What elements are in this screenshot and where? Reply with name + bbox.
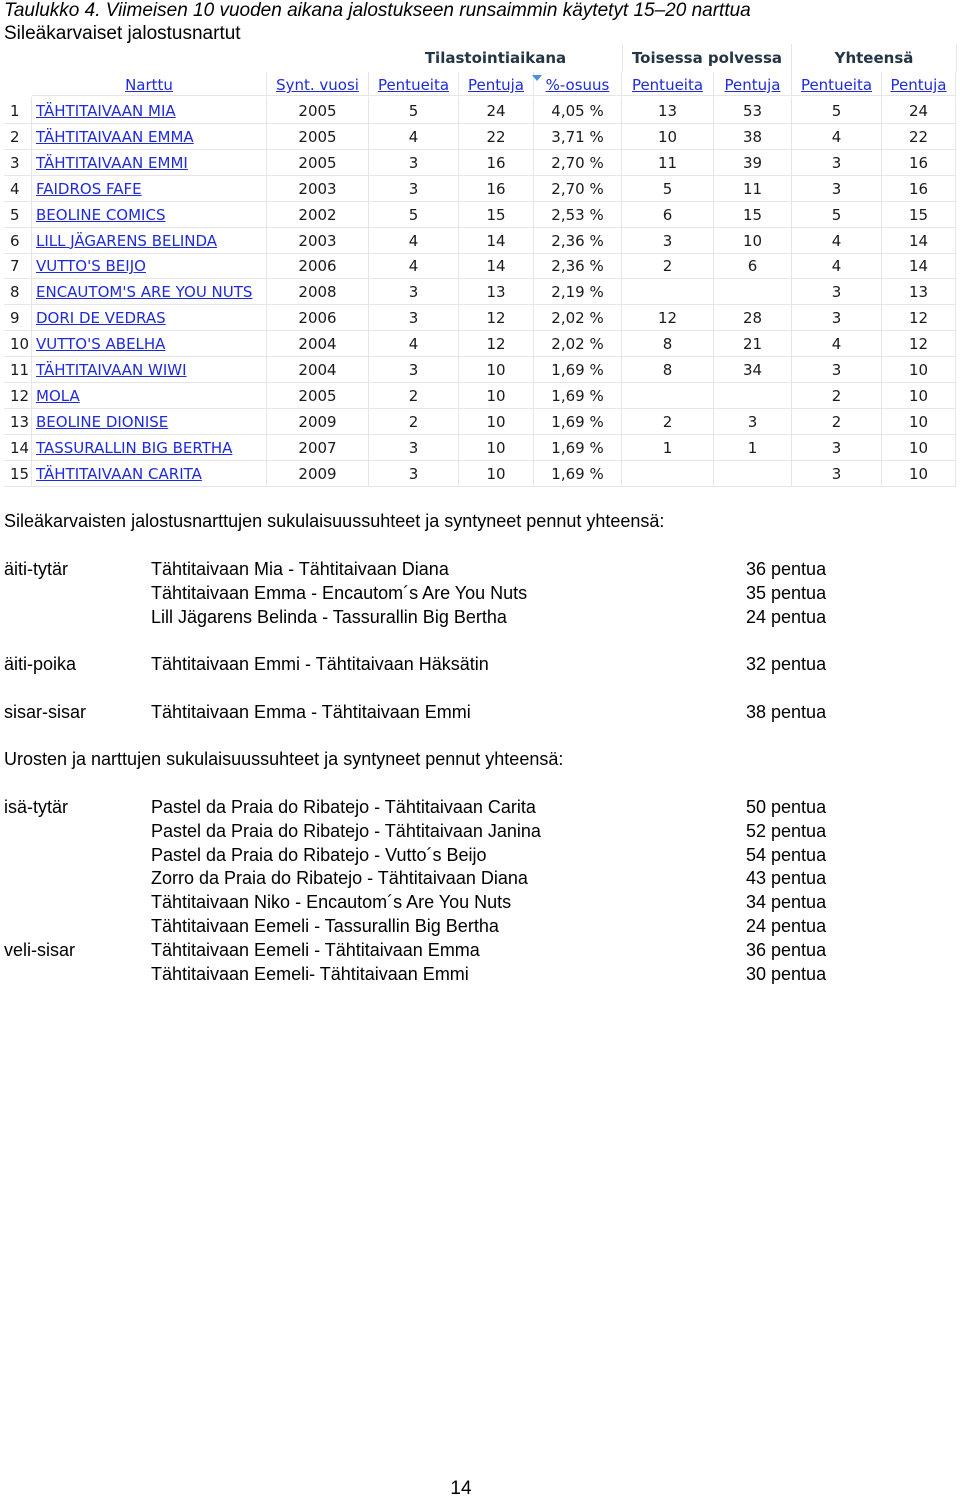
litters: 3 xyxy=(369,356,459,382)
dog-name-link[interactable]: TÄHTITAIVAAN MIA xyxy=(32,97,267,123)
puppies: 10 xyxy=(459,356,534,382)
birth-year: 2006 xyxy=(267,252,369,278)
percentage: 1,69 % xyxy=(534,382,622,408)
litters-total: 2 xyxy=(792,408,882,434)
row-number: 11 xyxy=(4,356,32,382)
puppies-second-gen: 53 xyxy=(714,97,792,123)
puppies-second-gen xyxy=(714,278,792,304)
litters-second-gen: 2 xyxy=(622,252,714,278)
column-header-narttu[interactable]: Narttu xyxy=(32,72,267,96)
dog-name-link[interactable]: LILL JÄGARENS BELINDA xyxy=(32,227,267,253)
relation-pair: Tähtitaivaan Mia - Tähtitaivaan Diana xyxy=(151,559,449,579)
puppies: 15 xyxy=(459,201,534,227)
relation-pair: Tähtitaivaan Emmi - Tähtitaivaan Häksätin xyxy=(151,654,489,674)
litters: 3 xyxy=(369,278,459,304)
table-row xyxy=(4,97,956,124)
column-header-pentuja-2[interactable]: Pentuja xyxy=(714,72,792,96)
row-number: 4 xyxy=(4,175,32,201)
percentage: 2,02 % xyxy=(534,330,622,356)
puppies-second-gen: 10 xyxy=(714,227,792,253)
table-row xyxy=(4,201,956,228)
relation-pair: Tähtitaivaan Emma - Encautom´s Are You Nuts xyxy=(151,583,528,603)
litters-second-gen: 12 xyxy=(622,304,714,330)
litters: 4 xyxy=(369,123,459,149)
puppies-second-gen: 1 xyxy=(714,434,792,460)
puppies-second-gen: 21 xyxy=(714,330,792,356)
puppies-total: 12 xyxy=(882,330,956,356)
percentage: 3,71 % xyxy=(534,123,622,149)
relation-pair: Pastel da Praia do Ribatejo - Tähtitaivaan Janina xyxy=(151,820,541,841)
row-number: 13 xyxy=(4,408,32,434)
column-header-pentuja-3[interactable]: Pentuja xyxy=(882,72,956,96)
birth-year: 2005 xyxy=(267,97,369,123)
column-header-osuus[interactable]: %-osuus xyxy=(534,72,622,96)
relation-pair: Tähtitaivaan Niko - Encautom´s Are You Nuts xyxy=(151,892,512,913)
birth-year: 2004 xyxy=(267,330,369,356)
column-header-pentuja[interactable]: Pentuja xyxy=(459,72,534,96)
litters: 2 xyxy=(369,408,459,434)
puppies-second-gen: 34 xyxy=(714,356,792,382)
birth-year: 2009 xyxy=(267,408,369,434)
column-header-pentueita-3[interactable]: Pentueita xyxy=(792,72,882,96)
table-row xyxy=(4,123,956,150)
percentage: 2,53 % xyxy=(534,201,622,227)
relation-label: veli-sisar xyxy=(4,940,76,960)
litters: 3 xyxy=(369,460,459,486)
puppies-second-gen xyxy=(714,460,792,486)
puppies-second-gen: 28 xyxy=(714,304,792,330)
relation-count: 36 pentua xyxy=(746,939,827,960)
puppies: 12 xyxy=(459,330,534,356)
column-header-pentueita[interactable]: Pentueita xyxy=(369,72,459,96)
litters-second-gen: 3 xyxy=(622,227,714,253)
row-number: 8 xyxy=(4,278,32,304)
row-number: 14 xyxy=(4,434,32,460)
litters-total: 3 xyxy=(792,278,882,304)
dog-name-link[interactable]: BEOLINE DIONISE xyxy=(32,408,267,434)
puppies: 10 xyxy=(459,434,534,460)
page-subtitle: Sileäkarvaiset jalostusnartut xyxy=(4,23,241,44)
puppies-total: 12 xyxy=(882,304,956,330)
relation-count: 32 pentua xyxy=(746,654,827,674)
table-row xyxy=(4,408,956,435)
table-row xyxy=(4,175,956,202)
percentage: 1,69 % xyxy=(534,460,622,486)
relation-count: 54 pentua xyxy=(746,844,827,865)
dog-name-link[interactable]: VUTTO'S ABELHA xyxy=(32,330,267,356)
table-row xyxy=(4,356,956,383)
litters-total: 5 xyxy=(792,97,882,123)
row-number: 3 xyxy=(4,149,32,175)
dog-name-link[interactable]: MOLA xyxy=(32,382,267,408)
relation-pair: Tähtitaivaan Emma - Tähtitaivaan Emmi xyxy=(151,702,471,722)
birth-year: 2005 xyxy=(267,123,369,149)
litters-total: 3 xyxy=(792,175,882,201)
puppies: 10 xyxy=(459,408,534,434)
litters: 3 xyxy=(369,434,459,460)
puppies: 22 xyxy=(459,123,534,149)
relation-pair: Zorro da Praia do Ribatejo - Tähtitaivaan Diana xyxy=(151,868,528,889)
litters: 5 xyxy=(369,97,459,123)
puppies: 12 xyxy=(459,304,534,330)
percentage: 4,05 % xyxy=(534,97,622,123)
relation-count: 50 pentua xyxy=(746,797,827,817)
dog-name-link[interactable]: TÄHTITAIVAAN CARITA xyxy=(32,460,267,486)
percentage: 1,69 % xyxy=(534,356,622,382)
litters: 3 xyxy=(369,175,459,201)
birth-year: 2005 xyxy=(267,149,369,175)
table-row xyxy=(4,278,956,305)
row-number: 1 xyxy=(4,97,32,123)
litters-second-gen: 8 xyxy=(622,356,714,382)
puppies: 10 xyxy=(459,460,534,486)
relation-count: 43 pentua xyxy=(746,868,827,889)
puppies-total: 14 xyxy=(882,252,956,278)
puppies-second-gen: 15 xyxy=(714,201,792,227)
puppies-second-gen: 6 xyxy=(714,252,792,278)
birth-year: 2003 xyxy=(267,227,369,253)
percentage: 2,02 % xyxy=(534,304,622,330)
puppies: 14 xyxy=(459,252,534,278)
table-row xyxy=(4,434,956,461)
relation-pair: Pastel da Praia do Ribatejo - Tähtitaivaan Carita xyxy=(151,797,536,817)
litters-total: 4 xyxy=(792,227,882,253)
relation-pair: Tähtitaivaan Eemeli - Tassurallin Big Bertha xyxy=(151,916,499,936)
litters: 4 xyxy=(369,227,459,253)
litters-second-gen: 1 xyxy=(622,434,714,460)
litters-total: 3 xyxy=(792,460,882,486)
litters-total: 3 xyxy=(792,149,882,175)
litters: 5 xyxy=(369,201,459,227)
relation-count: 38 pentua xyxy=(746,702,827,722)
dog-name-link[interactable]: DORI DE VEDRAS xyxy=(32,304,267,330)
puppies: 16 xyxy=(459,175,534,201)
row-number: 2 xyxy=(4,123,32,149)
litters-total: 2 xyxy=(792,382,882,408)
birth-year: 2007 xyxy=(267,434,369,460)
litters-second-gen: 10 xyxy=(622,123,714,149)
table-row xyxy=(4,252,956,279)
relation-count: 34 pentua xyxy=(746,892,827,913)
table-row xyxy=(4,304,956,331)
litters-second-gen: 8 xyxy=(622,330,714,356)
puppies: 16 xyxy=(459,149,534,175)
section-heading-male-female: Urosten ja narttujen sukulaisuussuhteet ja syntyneet pennut yhteensä: xyxy=(4,749,564,769)
dog-name-link[interactable]: ENCAUTOM'S ARE YOU NUTS xyxy=(32,278,267,304)
litters-second-gen: 2 xyxy=(622,408,714,434)
percentage: 2,36 % xyxy=(534,227,622,253)
relation-count: 35 pentua xyxy=(746,583,827,603)
group-header-stat-period: Tilastointiaikana xyxy=(369,44,623,72)
puppies-second-gen: 38 xyxy=(714,123,792,149)
row-number: 9 xyxy=(4,304,32,330)
dog-name-link[interactable]: VUTTO'S BEIJO xyxy=(32,252,267,278)
row-number: 15 xyxy=(4,460,32,486)
relation-label: sisar-sisar xyxy=(4,702,87,722)
puppies-second-gen: 11 xyxy=(714,175,792,201)
puppies-total: 16 xyxy=(882,175,956,201)
breeding-table xyxy=(4,44,956,486)
column-header-pentueita-2[interactable]: Pentueita xyxy=(622,72,714,96)
puppies-total: 14 xyxy=(882,227,956,253)
puppies: 10 xyxy=(459,382,534,408)
relation-count: 52 pentua xyxy=(746,820,827,841)
relation-count: 30 pentua xyxy=(746,963,827,984)
relation-pair: Tähtitaivaan Eemeli- Tähtitaivaan Emmi xyxy=(151,963,469,984)
row-number: 12 xyxy=(4,382,32,408)
puppies: 13 xyxy=(459,278,534,304)
litters-total: 5 xyxy=(792,201,882,227)
birth-year: 2004 xyxy=(267,356,369,382)
puppies-total: 24 xyxy=(882,97,956,123)
sort-indicator-icon xyxy=(532,75,542,81)
relation-count: 36 pentua xyxy=(746,559,827,579)
litters-total: 3 xyxy=(792,304,882,330)
dog-name-link[interactable]: TÄHTITAIVAAN EMMA xyxy=(32,123,267,149)
litters-total: 3 xyxy=(792,356,882,382)
page-number: 14 xyxy=(450,1478,472,1499)
relation-pair: Tähtitaivaan Eemeli - Tähtitaivaan Emma xyxy=(151,939,480,960)
birth-year: 2002 xyxy=(267,201,369,227)
litters-second-gen: 11 xyxy=(622,149,714,175)
percentage: 2,19 % xyxy=(534,278,622,304)
percentage: 1,69 % xyxy=(534,434,622,460)
table-row xyxy=(4,382,956,409)
table-row xyxy=(4,149,956,176)
relation-label: isä-tytär xyxy=(4,797,69,817)
litters-second-gen xyxy=(622,460,714,486)
relation-count: 24 pentua xyxy=(746,916,827,936)
litters-total: 3 xyxy=(792,434,882,460)
row-number: 5 xyxy=(4,201,32,227)
birth-year: 2003 xyxy=(267,175,369,201)
puppies-total: 10 xyxy=(882,434,956,460)
puppies-total: 22 xyxy=(882,123,956,149)
litters-total: 4 xyxy=(792,123,882,149)
birth-year: 2005 xyxy=(267,382,369,408)
table-row xyxy=(4,227,956,254)
group-header-total: Yhteensä xyxy=(792,44,957,72)
dog-name-link[interactable]: BEOLINE COMICS xyxy=(32,201,267,227)
puppies-total: 15 xyxy=(882,201,956,227)
puppies-total: 16 xyxy=(882,149,956,175)
row-number: 7 xyxy=(4,252,32,278)
puppies-total: 10 xyxy=(882,460,956,486)
birth-year: 2006 xyxy=(267,304,369,330)
birth-year: 2008 xyxy=(267,278,369,304)
relation-pair: Lill Jägarens Belinda - Tassurallin Big Bertha xyxy=(151,607,507,627)
relation-label: äiti-tytär xyxy=(4,559,69,579)
relation-label: äiti-poika xyxy=(4,654,77,674)
litters-second-gen: 6 xyxy=(622,201,714,227)
dog-name-link[interactable]: TASSURALLIN BIG BERTHA xyxy=(32,434,267,460)
puppies-second-gen xyxy=(714,382,792,408)
column-header-synt-vuosi[interactable]: Synt. vuosi xyxy=(267,72,369,96)
litters: 3 xyxy=(369,149,459,175)
percentage: 2,70 % xyxy=(534,149,622,175)
litters-total: 4 xyxy=(792,252,882,278)
puppies-total: 13 xyxy=(882,278,956,304)
puppies-total: 10 xyxy=(882,408,956,434)
percentage: 2,70 % xyxy=(534,175,622,201)
litters-second-gen xyxy=(622,278,714,304)
litters-total: 4 xyxy=(792,330,882,356)
page-title: Taulukko 4. Viimeisen 10 vuoden aikana jalostukseen runsaimmin käytetyt 15–20 narttua xyxy=(4,0,751,21)
puppies-second-gen: 3 xyxy=(714,408,792,434)
table-row xyxy=(4,460,956,487)
puppies-total: 10 xyxy=(882,356,956,382)
litters-second-gen xyxy=(622,382,714,408)
row-number: 6 xyxy=(4,227,32,253)
dog-name-link[interactable]: TÄHTITAIVAAN WIWI xyxy=(32,356,267,382)
dog-name-link[interactable]: TÄHTITAIVAAN EMMI xyxy=(32,149,267,175)
litters: 4 xyxy=(369,330,459,356)
row-number: 10 xyxy=(4,330,32,356)
litters: 3 xyxy=(369,304,459,330)
puppies: 24 xyxy=(459,97,534,123)
birth-year: 2009 xyxy=(267,460,369,486)
table-row xyxy=(4,330,956,357)
litters-second-gen: 5 xyxy=(622,175,714,201)
puppies-total: 10 xyxy=(882,382,956,408)
puppies-second-gen: 39 xyxy=(714,149,792,175)
percentage: 2,36 % xyxy=(534,252,622,278)
section-heading-relations: Sileäkarvaisten jalostusnarttujen sukulaisuussuhteet ja syntyneet pennut yhteensä: xyxy=(4,511,665,531)
group-header-second-generation: Toisessa polvessa xyxy=(623,44,792,72)
relation-count: 24 pentua xyxy=(746,607,827,627)
percentage: 1,69 % xyxy=(534,408,622,434)
litters: 2 xyxy=(369,382,459,408)
puppies: 14 xyxy=(459,227,534,253)
dog-name-link[interactable]: FAIDROS FAFE xyxy=(32,175,267,201)
litters: 4 xyxy=(369,252,459,278)
litters-second-gen: 13 xyxy=(622,97,714,123)
relation-pair: Pastel da Praia do Ribatejo - Vutto´s Beijo xyxy=(151,844,487,865)
